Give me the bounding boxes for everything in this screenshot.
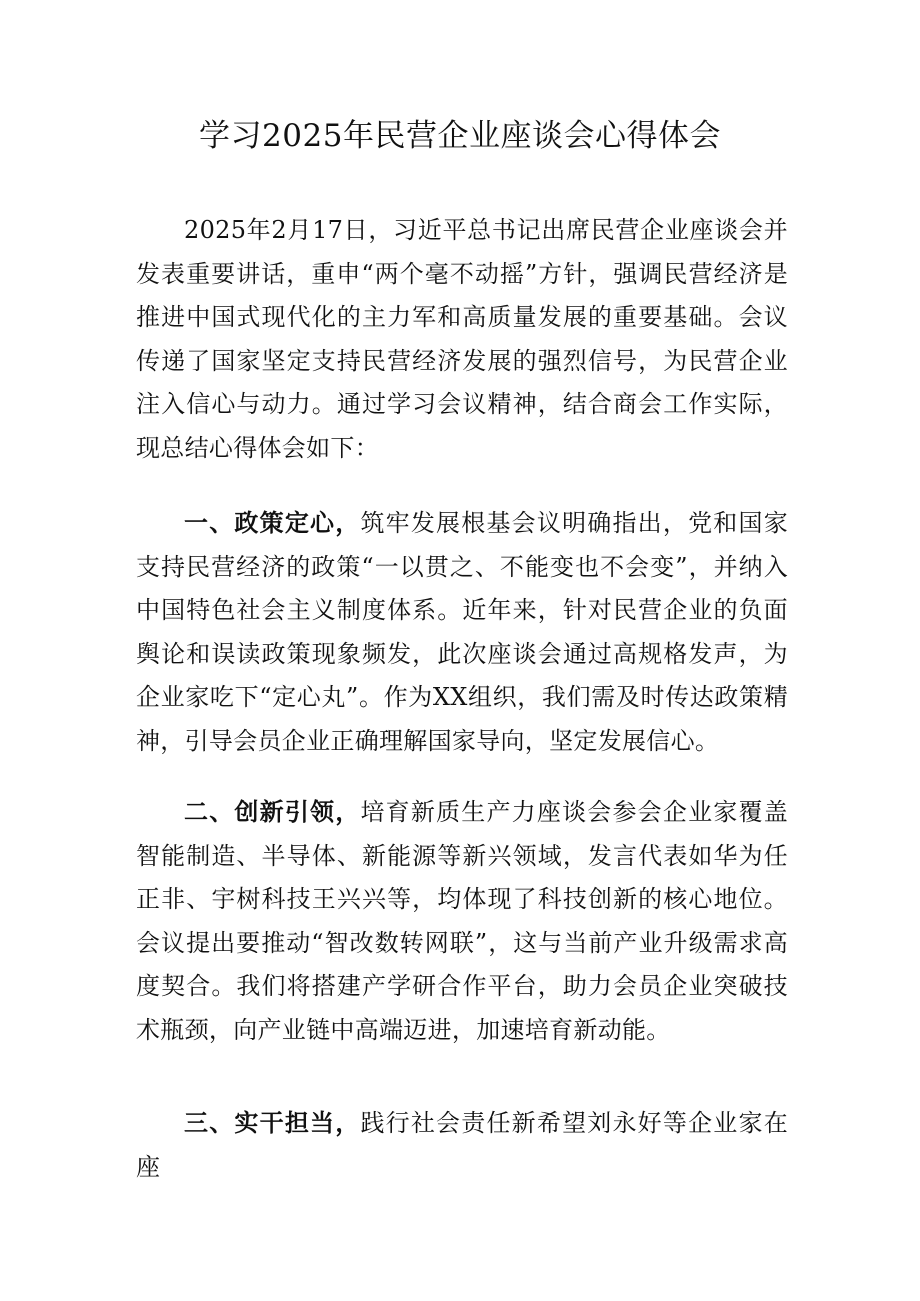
paragraph-text: 践行社会责任新希望刘永好等企业家在座 [136, 1109, 788, 1181]
paragraph-text: 2025年2月17日，习近平总书记出席民营企业座谈会并发表重要讲话，重申“两个毫不动摇”方针，强调民营经济是推进中国式现代化的主力军和高质量发展的重要基础。会议传递了国家坚定支持民营经济发展的强烈信号，为民营企业注入信心与动力。通过学习会议精神，结合商会工作实际，现总结心得体会如下： [136, 216, 788, 462]
paragraph-text: 培育新质生产力座谈会参会企业家覆盖智能制造、半导体、新能源等新兴领域，发言代表如华为任正非、宇树科技王兴兴等，均体现了科技创新的核心地位。会议提出要推动“智改数转网联”，这与当前产业升级需求高度契合。我们将搭建产学研合作平台，助力会员企业突破技术瓶颈，向产业链中高端迈进，加速培育新动能。 [136, 798, 788, 1044]
paragraph-section-3 [136, 1101, 788, 1189]
section-heading: 三、实干担当， [184, 1108, 361, 1137]
paragraph-section-1 [136, 501, 788, 764]
paragraph-text: 筑牢发展根基会议明确指出，党和国家支持民营经济的政策“一以贯之、不能变也不会变”，并纳入中国特色社会主义制度体系。近年来，针对民营企业的负面舆论和误读政策现象频发，此次座谈会通过高规格发声，为企业家吃下“定心丸”。作为XX组织，我们需及时传达政策精神，引导会员企业正确理解国家导向，坚定发展信心。 [136, 509, 788, 755]
paragraph-section-2 [136, 790, 788, 1053]
section-heading: 二、创新引领， [184, 797, 361, 826]
document-title: 学习2025年民营企业座谈会心得体会 [199, 118, 721, 154]
section-heading: 一、政策定心， [184, 508, 361, 537]
paragraph-intro [136, 209, 788, 471]
